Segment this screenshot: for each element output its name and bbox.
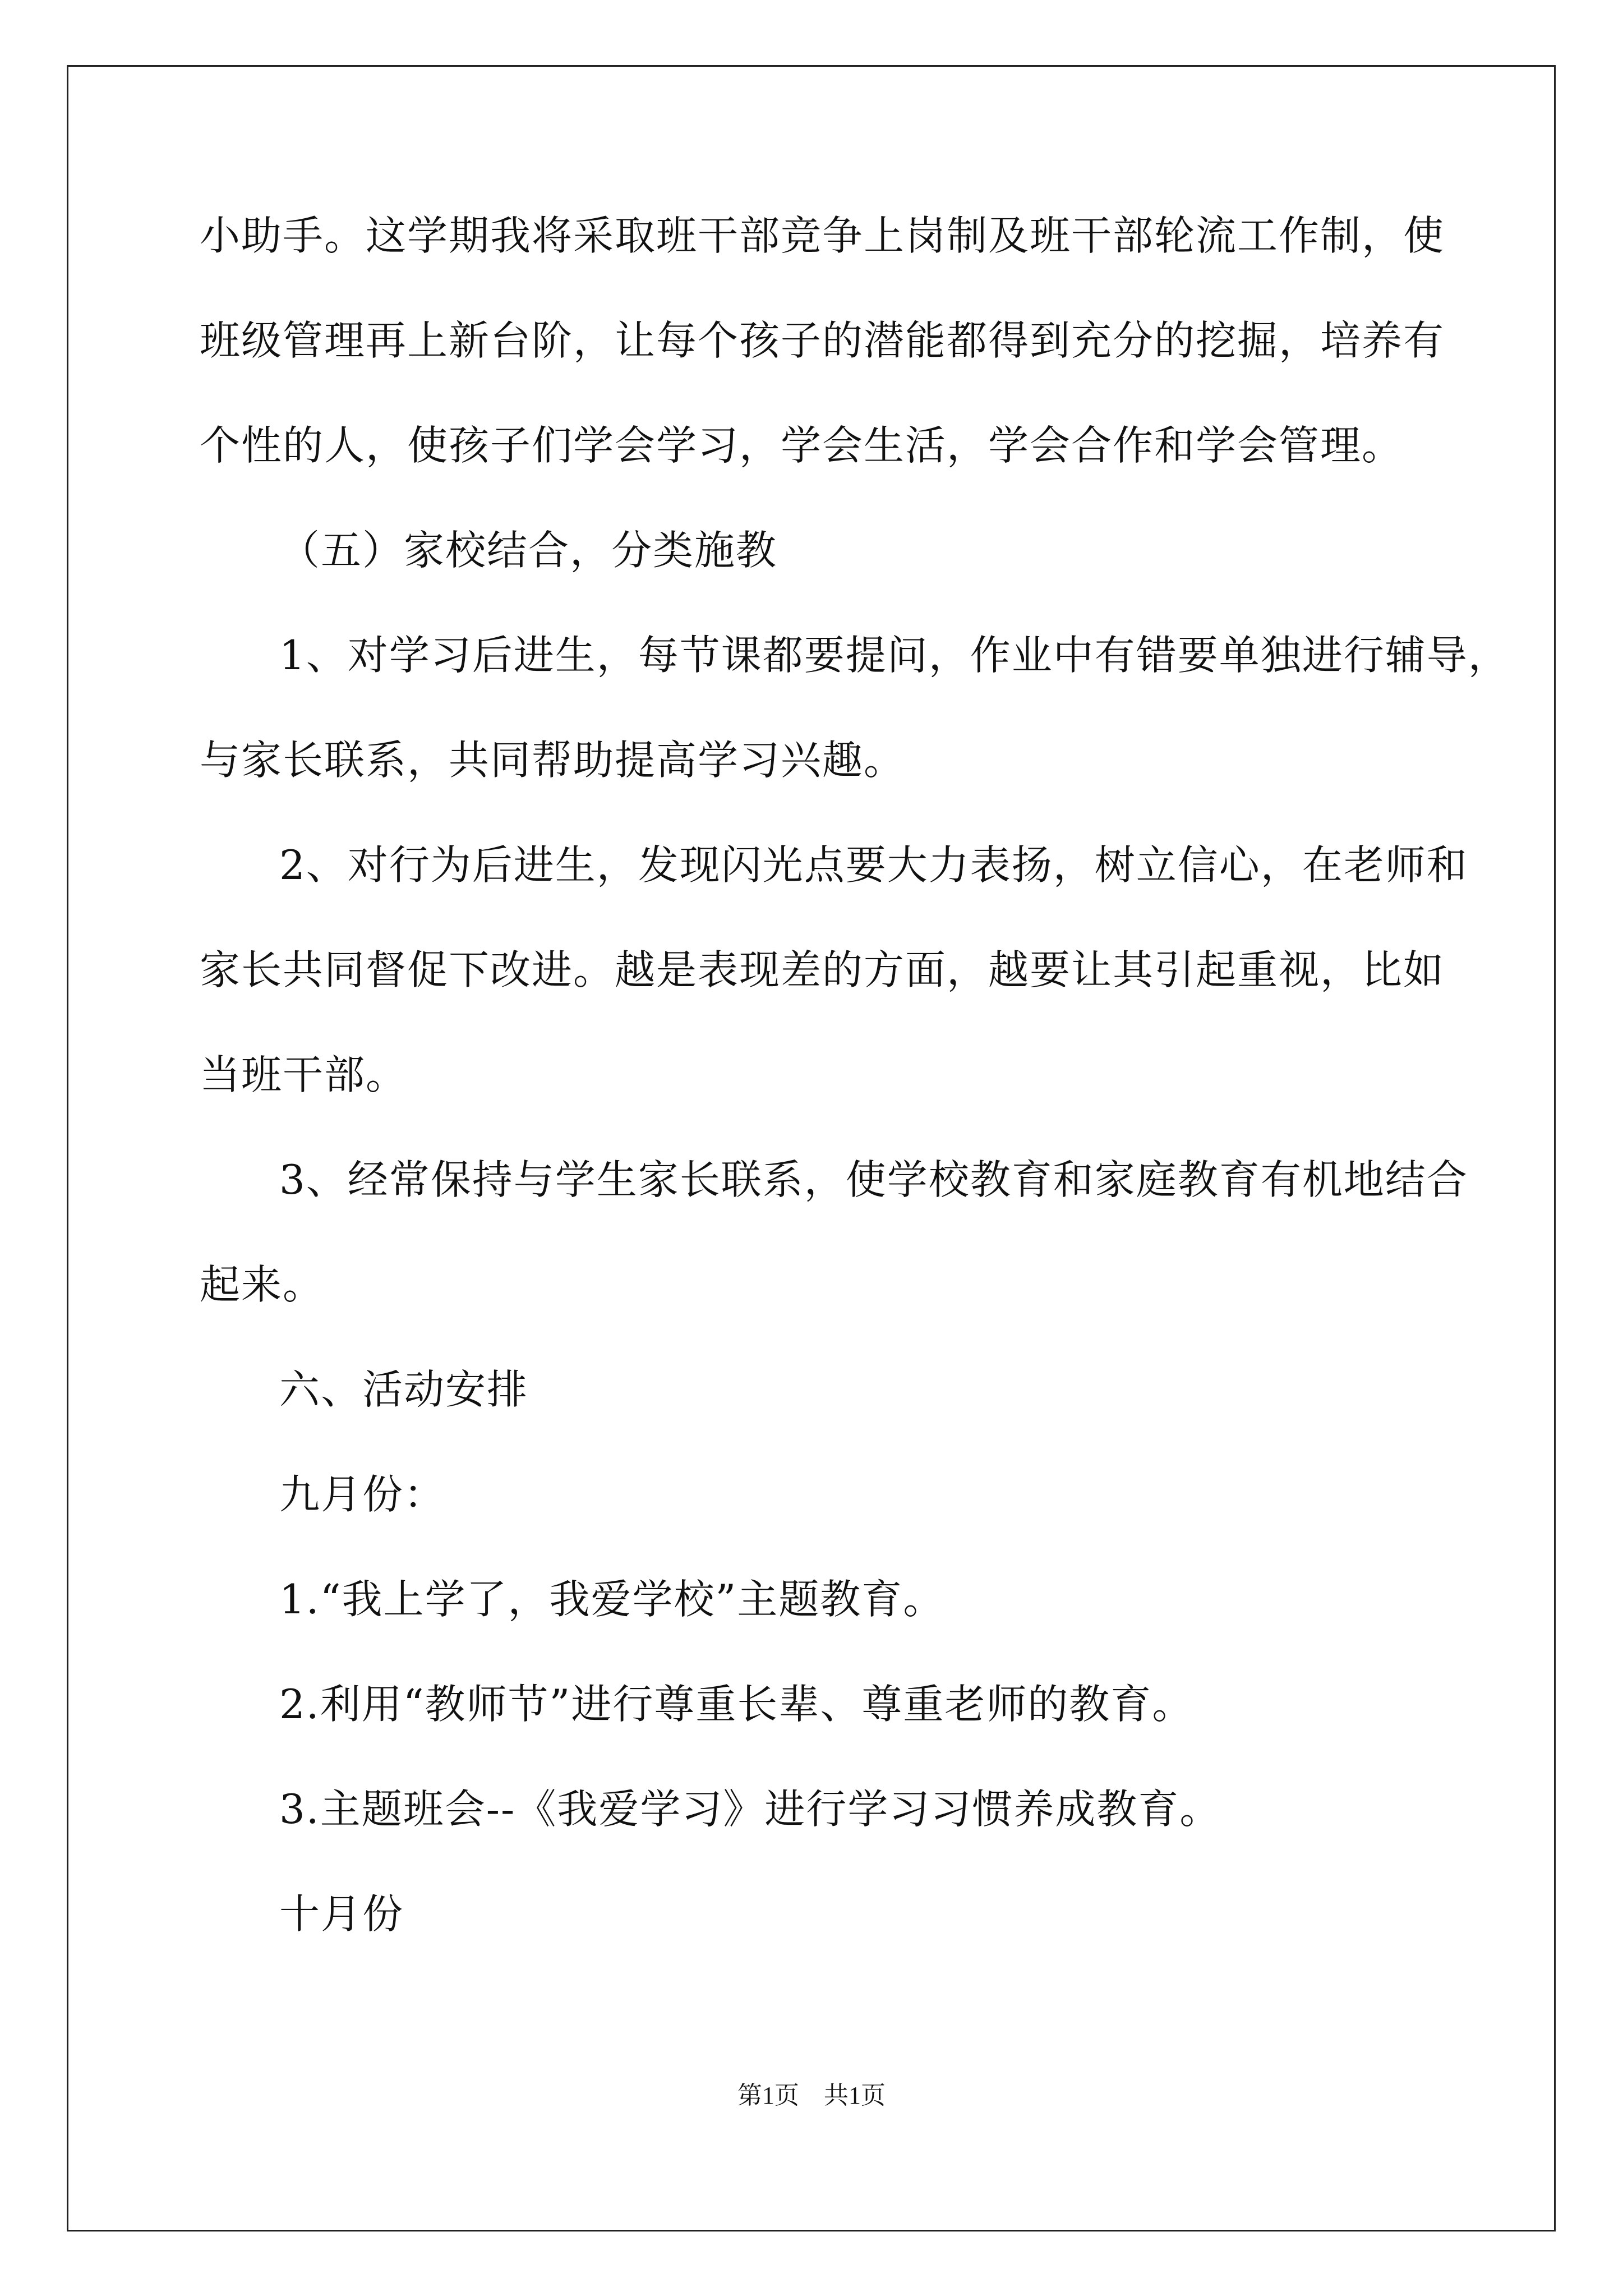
section-heading: （五）家校结合，分类施教	[279, 527, 778, 574]
section-heading: 六、活动安排	[279, 1366, 529, 1413]
month-heading: 九月份：	[279, 1471, 446, 1518]
paragraph-line: 班级管理再上新台阶，让每个孩子的潜能都得到充分的挖掘，培养有	[200, 317, 1445, 364]
paragraph-line: 起来。	[200, 1261, 325, 1308]
paragraph-line: 2、对行为后进生，发现闪光点要大力表扬，树立信心，在老师和	[279, 841, 1468, 889]
paragraph-line: 1、对学习后进生，每节课都要提问，作业中有错要单独进行辅导，	[279, 632, 1510, 679]
month-heading: 十月份	[279, 1890, 404, 1938]
paragraph-line: 家长共同督促下改进。越是表现差的方面，越要让其引起重视，比如	[200, 946, 1445, 993]
list-item: 3.主题班会--《我爱学习》进行学习习惯养成教育。	[279, 1786, 1221, 1833]
paragraph-line: 与家长联系，共同帮助提高学习兴趣。	[200, 737, 906, 784]
paragraph-line: 3、经常保持与学生家长联系，使学校教育和家庭教育有机地结合	[279, 1156, 1468, 1203]
list-item: 2.利用“教师节”进行尊重长辈、尊重老师的教育。	[279, 1681, 1194, 1728]
paragraph-line: 当班干部。	[200, 1051, 408, 1098]
page-footer: 第1页 共1页	[737, 2082, 886, 2109]
list-item: 1.“我上学了，我爱学校”主题教育。	[279, 1576, 945, 1623]
paragraph-line: 个性的人，使孩子们学会学习，学会生活，学会合作和学会管理。	[200, 422, 1404, 469]
paragraph-line: 小助手。这学期我将采取班干部竞争上岗制及班干部轮流工作制，使	[200, 212, 1445, 259]
